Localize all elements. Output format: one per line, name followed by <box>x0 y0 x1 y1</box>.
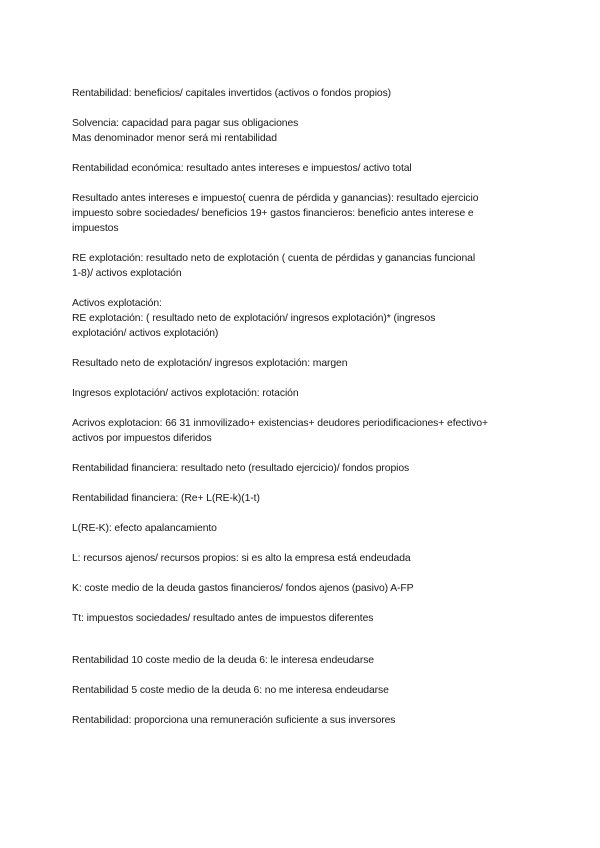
text-line: Rentabilidad: beneficios/ capitales invertidos (activos o fondos propios) <box>72 88 392 99</box>
text-line: Ingresos explotación/ activos explotación: rotación <box>72 388 299 399</box>
text-line: L: recursos ajenos/ recursos propios: si es alto la empresa está endeudada <box>72 553 411 564</box>
text-line: Rentabilidad: proporciona una remuneración suficiente a sus inversores <box>72 715 396 726</box>
paragraph-rentabilidad-definition <box>72 86 532 101</box>
paragraph-rentabilidad-5 <box>72 683 532 698</box>
paragraph-activos-explotacion-composicion <box>72 416 532 446</box>
text-line: Tt: impuestos sociedades/ resultado antes de impuestos diferentes <box>72 613 374 624</box>
paragraph-re-explotacion <box>72 251 532 281</box>
text-line: Mas denominador menor será mi rentabilidad <box>72 133 277 144</box>
text-line: Rentabilidad 5 coste medio de la deuda 6: no me interesa endeudarse <box>72 685 389 696</box>
text-line: L(RE-K): efecto apalancamiento <box>72 523 217 534</box>
text-line: RE explotación: ( resultado neto de explotación/ ingresos explotación)* (ingresos <box>72 313 436 324</box>
paragraph-rentabilidad-financiera <box>72 461 532 476</box>
paragraph-resultado-antes-intereses <box>72 191 532 236</box>
text-line: activos por impuestos diferidos <box>72 433 212 444</box>
text-line: Resultado neto de explotación/ ingresos explotación: margen <box>72 358 348 369</box>
text-line: Rentabilidad financiera: (Re+ L(RE-k)(1-t) <box>72 493 260 504</box>
text-line: K: coste medio de la deuda gastos financieros/ fondos ajenos (pasivo) A-FP <box>72 583 414 594</box>
paragraph-tt-definition <box>72 611 532 626</box>
text-line: Activos explotación: <box>72 298 162 309</box>
paragraph-rentabilidad-financiera-formula <box>72 491 532 506</box>
text-line: Rentabilidad financiera: resultado neto (resultado ejercicio)/ fondos propios <box>72 463 410 474</box>
text-line: explotación/ activos explotación) <box>72 328 219 339</box>
paragraph-k-definition <box>72 581 532 596</box>
text-line: RE explotación: resultado neto de explotación ( cuenta de pérdidas y ganancias funcional <box>72 253 476 264</box>
paragraph-rentabilidad-economica <box>72 161 532 176</box>
text-line: impuesto sobre sociedades/ beneficios 19+ gastos financieros: beneficio antes interese e <box>72 208 474 219</box>
paragraph-rentabilidad-remuneracion <box>72 713 532 728</box>
text-line: Rentabilidad 10 coste medio de la deuda 6: le interesa endeudarse <box>72 655 374 666</box>
paragraph-rotacion <box>72 386 532 401</box>
text-line: Resultado antes intereses e impuesto( cuenra de pérdida y ganancias): resultado ejercicio <box>72 193 479 204</box>
paragraph-l-definition <box>72 551 532 566</box>
text-line: impuestos <box>72 223 119 234</box>
text-line: Rentabilidad económica: resultado antes intereses e impuestos/ activo total <box>72 163 412 174</box>
text-line: Solvencia: capacidad para pagar sus obligaciones <box>72 118 299 129</box>
paragraph-margen <box>72 356 532 371</box>
paragraph-activos-explotacion <box>72 296 532 341</box>
text-line: 1-8)/ activos explotación <box>72 268 182 279</box>
paragraph-efecto-apalancamiento <box>72 521 532 536</box>
paragraph-solvencia <box>72 116 532 146</box>
paragraph-rentabilidad-10 <box>72 653 532 668</box>
text-line: Acrivos explotacion: 66 31 inmovilizado+ existencias+ deudores periodificaciones+ efectivo+ <box>72 418 489 429</box>
document-body <box>72 86 532 743</box>
